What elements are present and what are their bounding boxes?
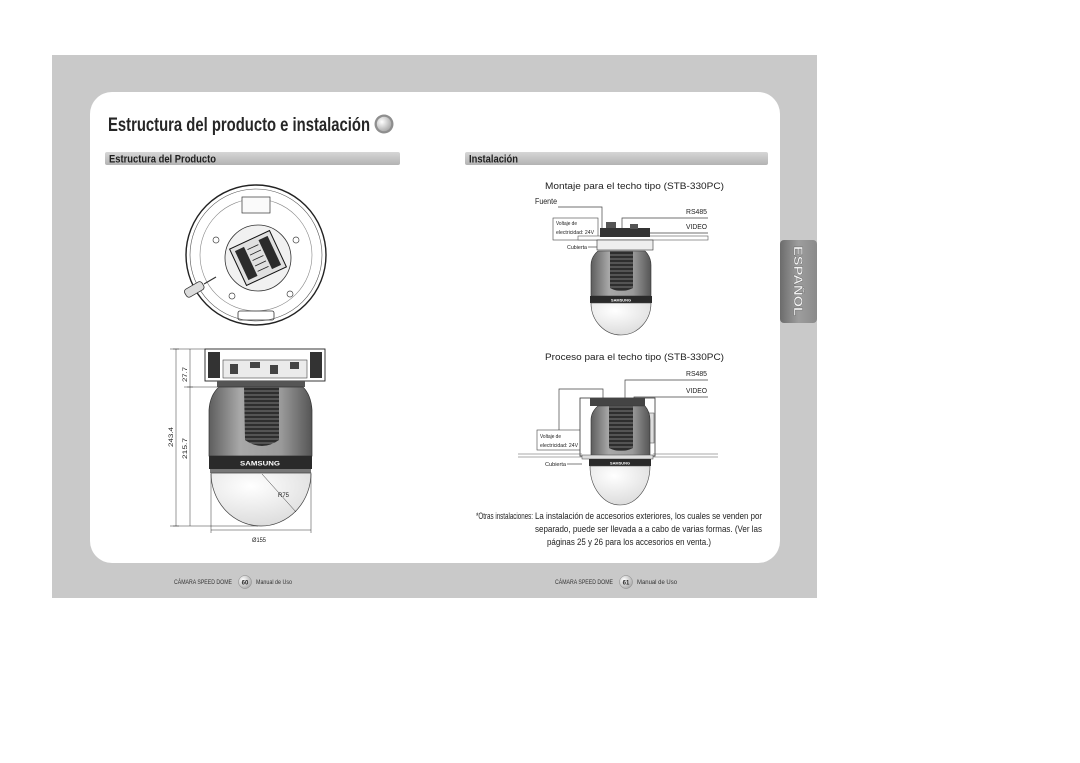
cover-label: Cubierta [567,245,588,251]
language-tab [780,240,817,323]
section-title: Instalación [469,153,519,166]
section-title: Estructura del Producto [109,153,217,166]
power-label: Fuente [535,197,558,206]
note-label: *Otras instalaciones: [476,511,533,521]
dimension-mount-height: 27.7 [182,369,189,382]
footer-manual: Manual de Uso [256,580,293,586]
cover [597,240,653,250]
brand-logo: SAMSUNG [240,461,281,468]
footer-product: CÁMARA SPEED DOME [555,580,623,586]
page-number: 61 [622,580,630,587]
dimension-total-height: 243.4 [168,430,175,447]
note-line: páginas 25 y 26 para los accesorios en venta.) [547,537,711,547]
language-tab-label: ESPAÑOL [791,246,805,304]
cover-label: Cubierta [545,462,567,468]
video-label: VIDEO [686,224,708,231]
title-bullet-icon [375,115,394,134]
note-line: La instalación de accesorios exteriores, los cuales se venden por [535,511,762,521]
dimension-diameter: Ø155 [252,538,267,544]
label-plate [242,197,270,213]
footer-product: CÁMARA SPEED DOME [174,580,242,586]
heat-sink [244,387,279,446]
heat-sink [610,251,633,291]
mount-plate [600,228,650,237]
footer-manual: Manual de Uso [637,580,678,586]
dimension-body-height: 215.7 [182,442,189,459]
dome-ring [210,469,311,473]
brand-logo: SAMSUNG [611,298,632,303]
dimension-radius: R75 [278,493,290,499]
cover [582,455,653,459]
video-label: VIDEO [686,388,708,395]
page-title: Estructura del producto e instalación [108,115,370,136]
heat-sink [609,406,633,451]
voltage-label: electricidad: 24V [540,443,579,449]
voltage-label: electricidad: 24V [556,230,595,236]
voltage-label: Voltaje de [556,221,578,227]
note-line: separado, puede ser llevada a a cabo de varias formas. (Ver las [535,524,763,534]
diagram-caption: Montaje para el techo tipo (STB-330PC) [545,181,724,192]
diagram-caption: Proceso para el techo tipo (STB-330PC) [545,352,724,363]
neck [217,381,305,387]
rs485-label: RS485 [686,371,708,378]
brand-logo: SAMSUNG [610,461,631,466]
section-header-product [105,152,400,166]
rs485-label: RS485 [686,209,708,216]
voltage-label: Voltaje de [540,434,562,440]
section-header-installation [465,152,768,166]
page-number: 60 [241,580,249,587]
